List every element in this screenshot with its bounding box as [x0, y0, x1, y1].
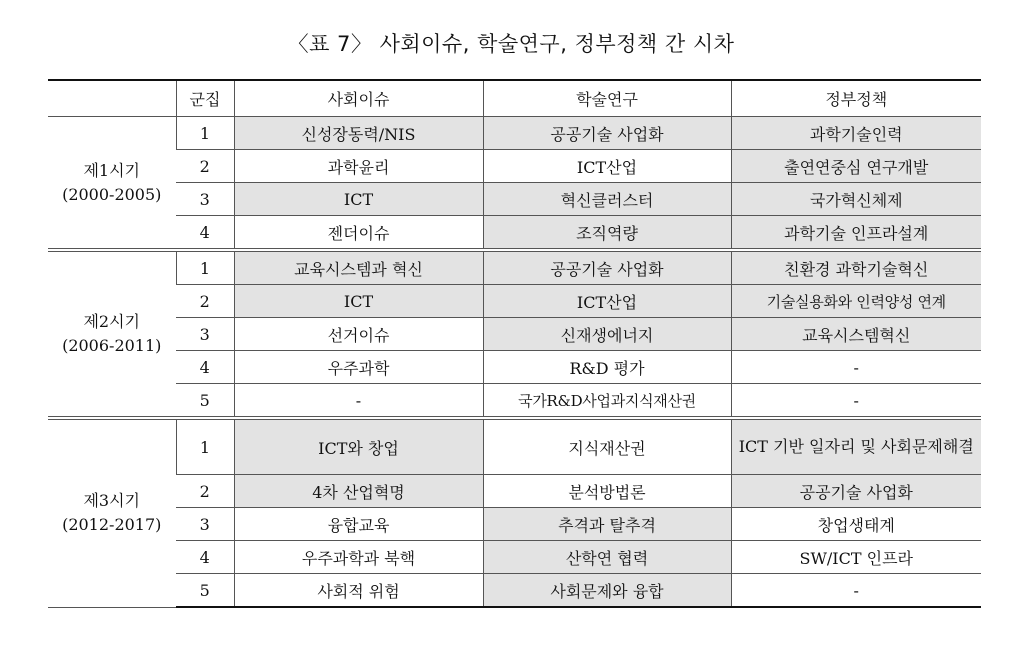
cluster-cell: 1 — [176, 117, 234, 150]
period-label — [48, 418, 176, 607]
table-row — [48, 475, 981, 508]
period-name: 제3시기 — [83, 491, 141, 511]
header-row — [48, 80, 981, 117]
policy-cell: - — [731, 384, 981, 419]
policy-cell: 기술실용화와 인력양성 연계 — [731, 285, 981, 318]
policy-cell: 교육시스템혁신 — [731, 318, 981, 351]
social-issue-cell: 선거이슈 — [234, 318, 483, 351]
research-cell: 혁신클러스터 — [483, 183, 731, 216]
table-row — [48, 574, 981, 608]
table-row — [48, 541, 981, 574]
research-cell: 국가R&D사업과지식재산권 — [483, 384, 731, 419]
header-academic-research: 학술연구 — [483, 80, 731, 117]
header-period — [48, 80, 176, 117]
period-years: (2012-2017) — [62, 515, 162, 535]
research-cell: R&D 평가 — [483, 351, 731, 384]
social-issue-cell: ICT와 창업 — [234, 418, 483, 475]
cluster-cell: 3 — [176, 183, 234, 216]
table-row — [48, 384, 981, 419]
social-issue-cell: 4차 산업혁명 — [234, 475, 483, 508]
period-label — [48, 117, 176, 251]
research-cell: 공공기술 사업화 — [483, 250, 731, 285]
period-label — [48, 250, 176, 418]
research-cell: 지식재산권 — [483, 418, 731, 475]
research-cell: 사회문제와 융합 — [483, 574, 731, 608]
research-cell: ICT산업 — [483, 285, 731, 318]
social-issue-cell: 융합교육 — [234, 508, 483, 541]
research-cell: 산학연 협력 — [483, 541, 731, 574]
research-cell: 신재생에너지 — [483, 318, 731, 351]
time-lag-table — [48, 79, 981, 608]
social-issue-cell: 교육시스템과 혁신 — [234, 250, 483, 285]
research-cell: 분석방법론 — [483, 475, 731, 508]
policy-cell: 창업생태계 — [731, 508, 981, 541]
research-cell: 조직역량 — [483, 216, 731, 251]
policy-cell: 과학기술인력 — [731, 117, 981, 150]
policy-cell: 출연연중심 연구개발 — [731, 150, 981, 183]
table-row — [48, 250, 981, 285]
period-years: (2000-2005) — [62, 184, 162, 204]
cluster-cell: 1 — [176, 418, 234, 475]
table-row — [48, 285, 981, 318]
period-name: 제1시기 — [83, 160, 141, 180]
period-name: 제2시기 — [83, 312, 141, 331]
policy-cell: 공공기술 사업화 — [731, 475, 981, 508]
table-row — [48, 216, 981, 251]
social-issue-cell: 젠더이슈 — [234, 216, 483, 251]
header-government-policy: 정부정책 — [731, 80, 981, 117]
research-cell: 추격과 탈추격 — [483, 508, 731, 541]
table-row — [48, 418, 981, 475]
cluster-cell: 3 — [176, 318, 234, 351]
social-issue-cell: ICT — [234, 285, 483, 318]
cluster-cell: 2 — [176, 285, 234, 318]
table-row — [48, 183, 981, 216]
policy-cell: SW/ICT 인프라 — [731, 541, 981, 574]
cluster-cell: 5 — [176, 384, 234, 419]
social-issue-cell: 과학윤리 — [234, 150, 483, 183]
policy-cell: 과학기술 인프라설계 — [731, 216, 981, 251]
table-row — [48, 508, 981, 541]
social-issue-cell: 사회적 위험 — [234, 574, 483, 608]
research-cell: ICT산업 — [483, 150, 731, 183]
table-title: 〈표 7〉 사회이슈, 학술연구, 정부정책 간 시차 — [287, 32, 735, 56]
cluster-cell: 4 — [176, 216, 234, 251]
policy-cell: ICT 기반 일자리 및 사회문제해결 — [731, 418, 981, 475]
table-row — [48, 117, 981, 150]
policy-cell: 친환경 과학기술혁신 — [731, 250, 981, 285]
cluster-cell: 3 — [176, 508, 234, 541]
table-row — [48, 351, 981, 384]
cluster-cell: 4 — [176, 351, 234, 384]
policy-cell: 국가혁신체제 — [731, 183, 981, 216]
header-social-issue: 사회이슈 — [234, 80, 483, 117]
social-issue-cell: 우주과학 — [234, 351, 483, 384]
period-years: (2006-2011) — [62, 336, 162, 355]
cluster-cell: 1 — [176, 250, 234, 285]
cluster-cell: 4 — [176, 541, 234, 574]
cluster-cell: 2 — [176, 150, 234, 183]
social-issue-cell: 신성장동력/NIS — [234, 117, 483, 150]
social-issue-cell: 우주과학과 북핵 — [234, 541, 483, 574]
cluster-cell: 5 — [176, 574, 234, 608]
policy-cell: - — [731, 351, 981, 384]
research-cell: 공공기술 사업화 — [483, 117, 731, 150]
table-row — [48, 150, 981, 183]
cluster-cell: 2 — [176, 475, 234, 508]
policy-cell: - — [731, 574, 981, 608]
table-row — [48, 318, 981, 351]
social-issue-cell: ICT — [234, 183, 483, 216]
social-issue-cell: - — [234, 384, 483, 419]
header-cluster: 군집 — [176, 80, 234, 117]
